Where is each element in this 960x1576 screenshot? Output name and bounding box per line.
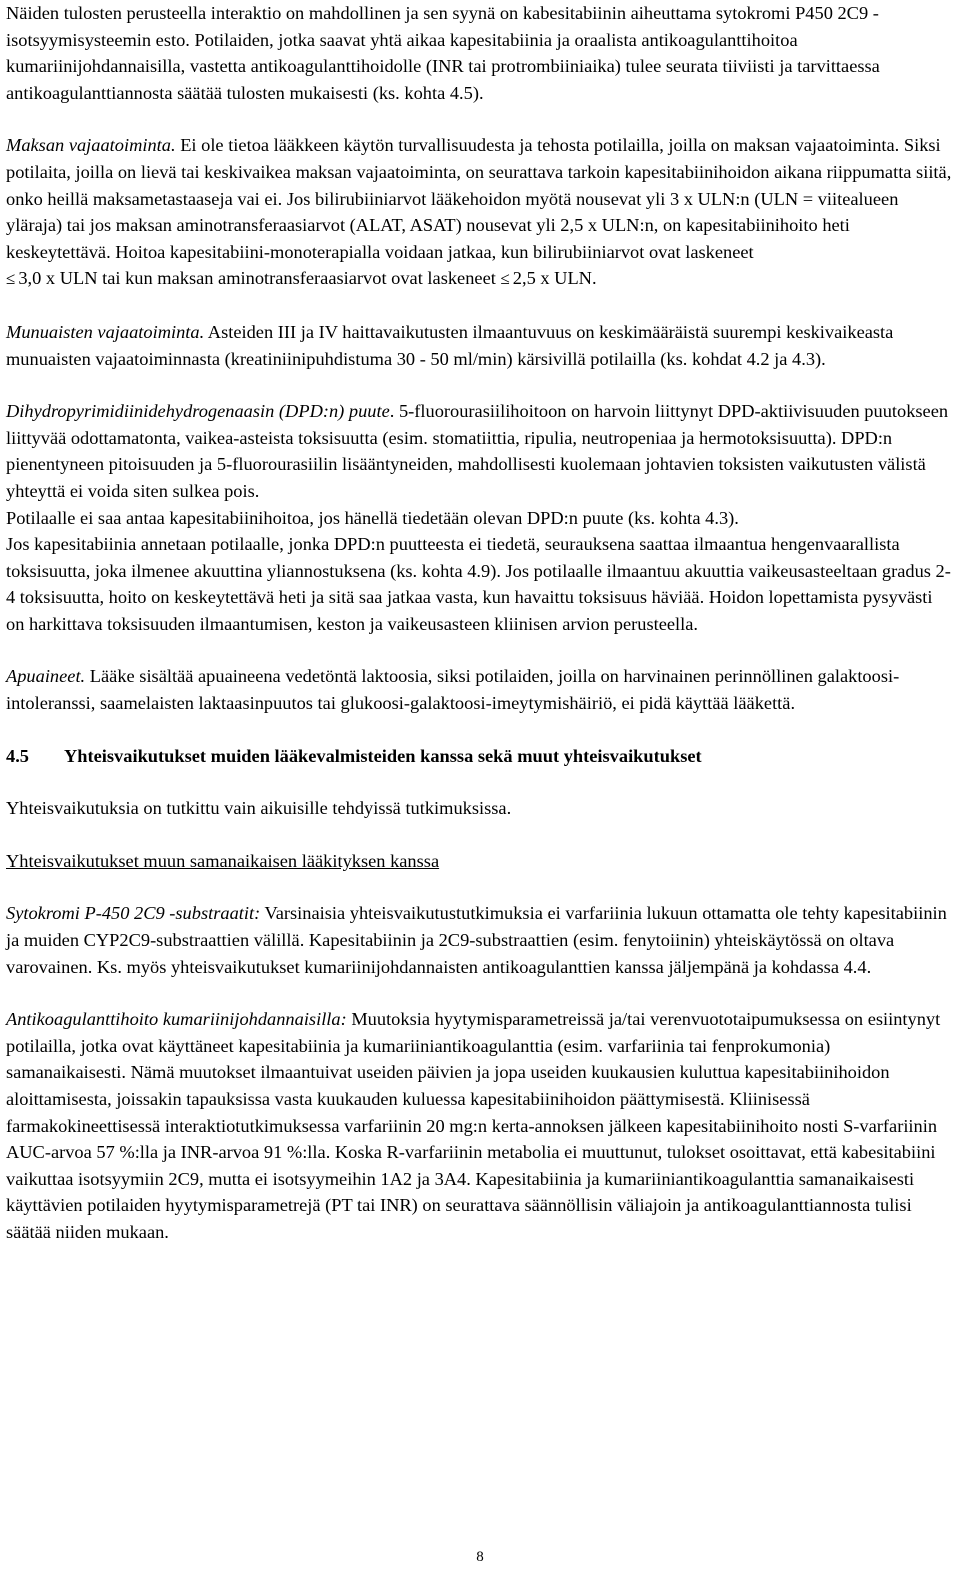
paragraph-hepatic-impairment [6,132,954,293]
section-number: 4.5 [6,745,29,766]
page-number: 8 [476,1549,484,1565]
hepatic-text-2: 3,0 x ULN tai kun maksan aminotransferaasiarvot ovat laskeneet [18,268,501,289]
less-equal-symbol: ≤ [6,269,16,289]
renal-text: Asteiden III ja IV haittavaikutusten ilmaantuvuus on keskimääräistä suurempi keskivaikeasta munuaisten vajaatoiminnasta (kreatiniinipuhdistuma 30 - 50 ml/min) kärsivillä potilailla (ks. kohdat 4.2 ja 4.3). [6,321,894,369]
paragraph-cyp2c9-substrates [6,900,954,980]
hepatic-text-3: 2,5 x ULN. [512,268,597,289]
hepatic-text: Ei ole tietoa lääkkeen käytön turvallisuudesta ja tehosta potilailla, joilla on maksan vajaatoiminta. Siksi potilaita, joilla on lievä tai keskivaikea maksan vajaatoiminta, on seurattava tarkoin kapesitabiinihoidon aikana riippumatta siitä, onko heillä maksametastaaseja vai ei. Jos bilirubiiniarvot lääkehoidon myötä nousevat yli 3 x ULN:n (ULN = viitealueen yläraja) tai jos maksan aminotransferaasiarvot (ALAT, ASAT) nousevat yli 2,5 x ULN:n, on kapesitabiinihoito heti keskeytettävä. Hoitoa kapesitabiini-monoterapialla voidaan jatkaa, kun bilirubiiniarvot ovat laskeneet [6,135,952,262]
cyp-text: Varsinaisia yhteisvaikutustutkimuksia ei varfariinia lukuun ottamatta ole tehty kapesitabiinin ja muiden CYP2C9-substraattien välillä. Kapesitabiinin ja 2C9-substraattien (esim. fenytoiinin) yhteiskäytössä on oltava varovainen. Ks. myös yhteisvaikutukset kumariinijohdannaisten antikoagulanttien kanssa jäljempänä ja kohdassa 4.4. [6,903,947,977]
paragraph-dpd-contraindication: Potilaalle ei saa antaa kapesitabiinihoitoa, jos hänellä tiedetään olevan DPD:n puute (ks. kohta 4.3). [6,507,739,528]
section-title: Yhteisvaikutukset muiden lääkevalmisteiden kanssa sekä muut yhteisvaikutukset [64,745,702,766]
excipients-title: Apuaineet. [6,666,86,687]
document-page [6,0,954,1246]
paragraph-adults-note: Yhteisvaikutuksia on tutkittu vain aikuisille tehdyissä tutkimuksissa. [6,798,512,819]
paragraph-dpd-deficiency [6,398,954,504]
dpd-text: . 5-fluorourasiilihoitoon on harvoin liittynyt DPD-aktiivisuuden puutokseen liittyvää odottamatonta, vaikea-asteista toksisuutta (esim. stomatiittia, ripulia, neutropeniaa ja hermotoksisuutta). DPD:n pienentyneen pitoisuuden ja 5-fluorourasiilin lisääntyneiden, mahdollisesti kuolemaan johtavien toksisten vaikutusten välistä yhteyttä ei voida siten sulkea pois. [6,401,949,501]
paragraph-renal-impairment [6,319,954,372]
less-equal-symbol: ≤ [500,269,510,289]
paragraph-anticoagulant [6,1006,954,1245]
dpd-title: Dihydropyrimidiinidehydrogenaasin (DPD:n) puute [6,401,390,422]
excipients-text: Lääke sisältää apuaineena vedetöntä laktoosia, siksi potilaiden, joilla on harvinainen perinnöllinen galaktoosi-intoleranssi, saamelaisten laktaasinpuutos tai glukoosi-galaktoosi-imeytymishäiriö, ei pidä käyttää lääkettä. [6,666,900,714]
section-heading [6,743,954,770]
paragraph-dpd-toxicity: Jos kapesitabiinia annetaan potilaalle, jonka DPD:n puutteesta ei tiedetä, seurauksena saattaa ilmaantua hengenvaarallista toksisuutta, joka ilmenee akuuttina yliannostuksena (ks. kohta 4.9). Jos potilaalle ilmaantuu akuuttia vaikeusasteeltaan gradus 2-4 toksisuutta, hoito on keskeytettävä heti ja sitä saa jatkaa vasta, kun havaittu toksisuus häviää. Hoidon lopettamista pysyvästi on harkittava toksisuuden ilmaantumisen, keston ja vaikeusasteen kliinisen arvion perusteella. [6,534,951,634]
subheading-concomitant: Yhteisvaikutukset muun samanaikaisen lääkityksen kanssa [6,850,440,871]
anticoag-text: Muutoksia hyytymisparametreissä ja/tai verenvuototaipumuksessa on esiintynyt potilailla, jotka ovat käyttäneet kapesitabiinia ja kumariiniantikoagulanttia (esim. varfariinia tai fenprokumonia) samanaikaisesti. Nämä muutokset ilmaantuivat useiden päivien ja jopa useiden kuukausien kuluttua kapesitabiinihoidon aloittamisesta, joissakin tapauksissa vasta kuukauden kuluessa kapesitabiinihoidon päättymisestä. Kliinisessä farmakokineettisessä interaktiotutkimuksessa varfariinin 20 mg:n kerta-annoksen jälkeen kapesitabiinihoito nosti S-varfariinin AUC-arvoa 57 %:lla ja INR-arvoa 91 %:lla. Koska R-varfariinin metabolia ei muuttunut, tulokset osoittavat, että kabesitabiini vaikuttaa isotsyymiin 2C9, mutta ei isotsyymeihin 1A2 ja 3A4. Kapesitabiinia ja kumariiniantikoagulanttia samanaikaisesti käyttävien potilaiden hyytymisparametrejä (PT tai INR) on seurattava säännöllisin väliajoin ja antikoagulanttiannosta tulisi säätää niiden mukaan. [6,1009,941,1242]
renal-title: Munuaisten vajaatoiminta. [6,321,205,342]
hepatic-title: Maksan vajaatoiminta. [6,135,176,156]
paragraph-excipients [6,663,954,716]
paragraph-interaction-basis: Näiden tulosten perusteella interaktio on mahdollinen ja sen syynä on kabesitabiinin aiheuttama sytokromi P450 2C9 -isotsyymisysteemin esto. Potilaiden, jotka saavat yhtä aikaa kapesitabiinia ja oraalista antikoagulanttihoitoa kumariinijohdannaisilla, vastetta antikoagulanttihoidolle (INR tai protrombiiniaika) tulee seurata tiiviisti ja tarvittaessa antikoagulanttiannosta säätää tulosten mukaisesti (ks. kohta 4.5). [6,3,880,103]
cyp-title: Sytokromi P-450 2C9 -substraatit: [6,903,261,924]
anticoag-title: Antikoagulanttihoito kumariinijohdannaisilla: [6,1009,347,1030]
